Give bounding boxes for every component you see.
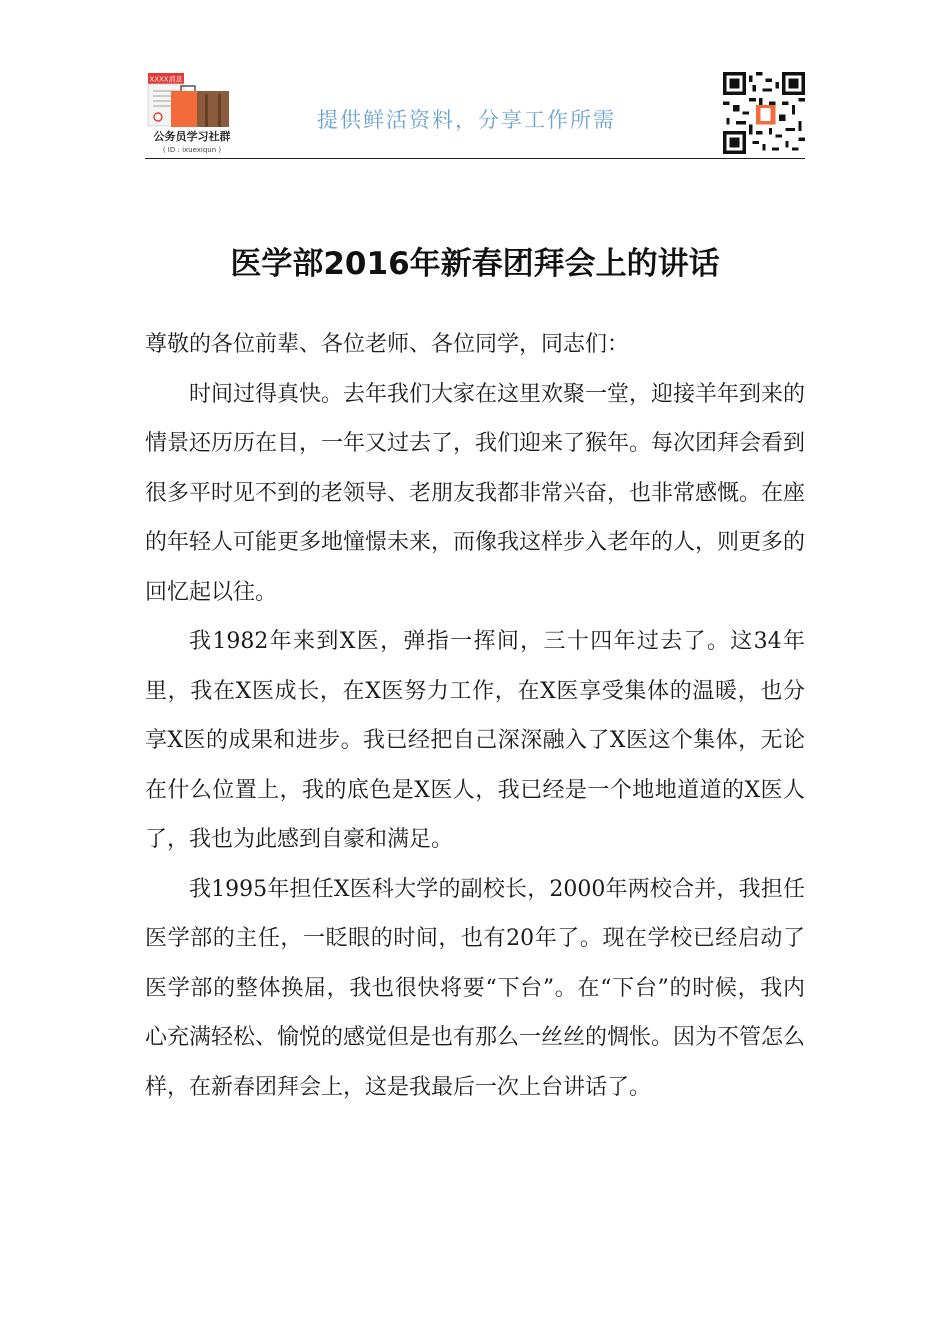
page-header (145, 68, 805, 158)
paragraph: 我1995年担任X医科大学的副校长，2000年两校合并，我担任医学部的主任，一眨眼的时间，也有20年了。现在学校已经启动了医学部的整体换届，我也很快将要“下台”。在“下台”的时候，我内心充满轻松、愉悦的感觉但是也有那么一丝丝的惆怅。因为不管怎么样，在新春团拜会上，这是我最后一次上台讲话了。 (145, 876, 806, 1100)
svg-text:XXXX消息: XXXX消息 (149, 75, 183, 84)
document-body (145, 320, 805, 1112)
svg-text:公务员学习社群: 公务员学习社群 (153, 130, 231, 143)
header-divider (145, 158, 805, 159)
qr-code-icon (723, 72, 805, 154)
paragraph: 时间过得真快。去年我们大家在这里欢聚一堂，迎接羊年到来的情景还历历在目，一年又过去了，我们迎来了猴年。每次团拜会看到很多平时见不到的老领导、老朋友我都非常兴奋，也非常感慨。在座的年轻人可能更多地憧憬未来，而像我这样步入老年的人，则更多的回忆起以往。 (145, 381, 806, 605)
document-title: 医学部2016年新春团拜会上的讲话 (230, 246, 720, 282)
paragraph: 我1982年来到X医，弹指一挥间，三十四年过去了。这34年里，我在X医成长，在X医努力工作，在X医享受集体的温暖，也分享X医的成果和进步。我已经把自己深深融入了X医这个集体，无论在什么位置上，我的底色是X医人，我已经是一个地地道道的X医人了，我也为此感到自豪和满足。 (145, 629, 805, 852)
logo-briefcase-icon (145, 72, 240, 156)
greeting: 尊敬的各位前辈、各位老师、各位同学，同志们： (145, 332, 630, 357)
header-slogan: 提供鲜活资料，分享工作所需 (317, 108, 616, 132)
svg-text:( ID : ixuexiqun ): ( ID : ixuexiqun ) (162, 146, 222, 154)
